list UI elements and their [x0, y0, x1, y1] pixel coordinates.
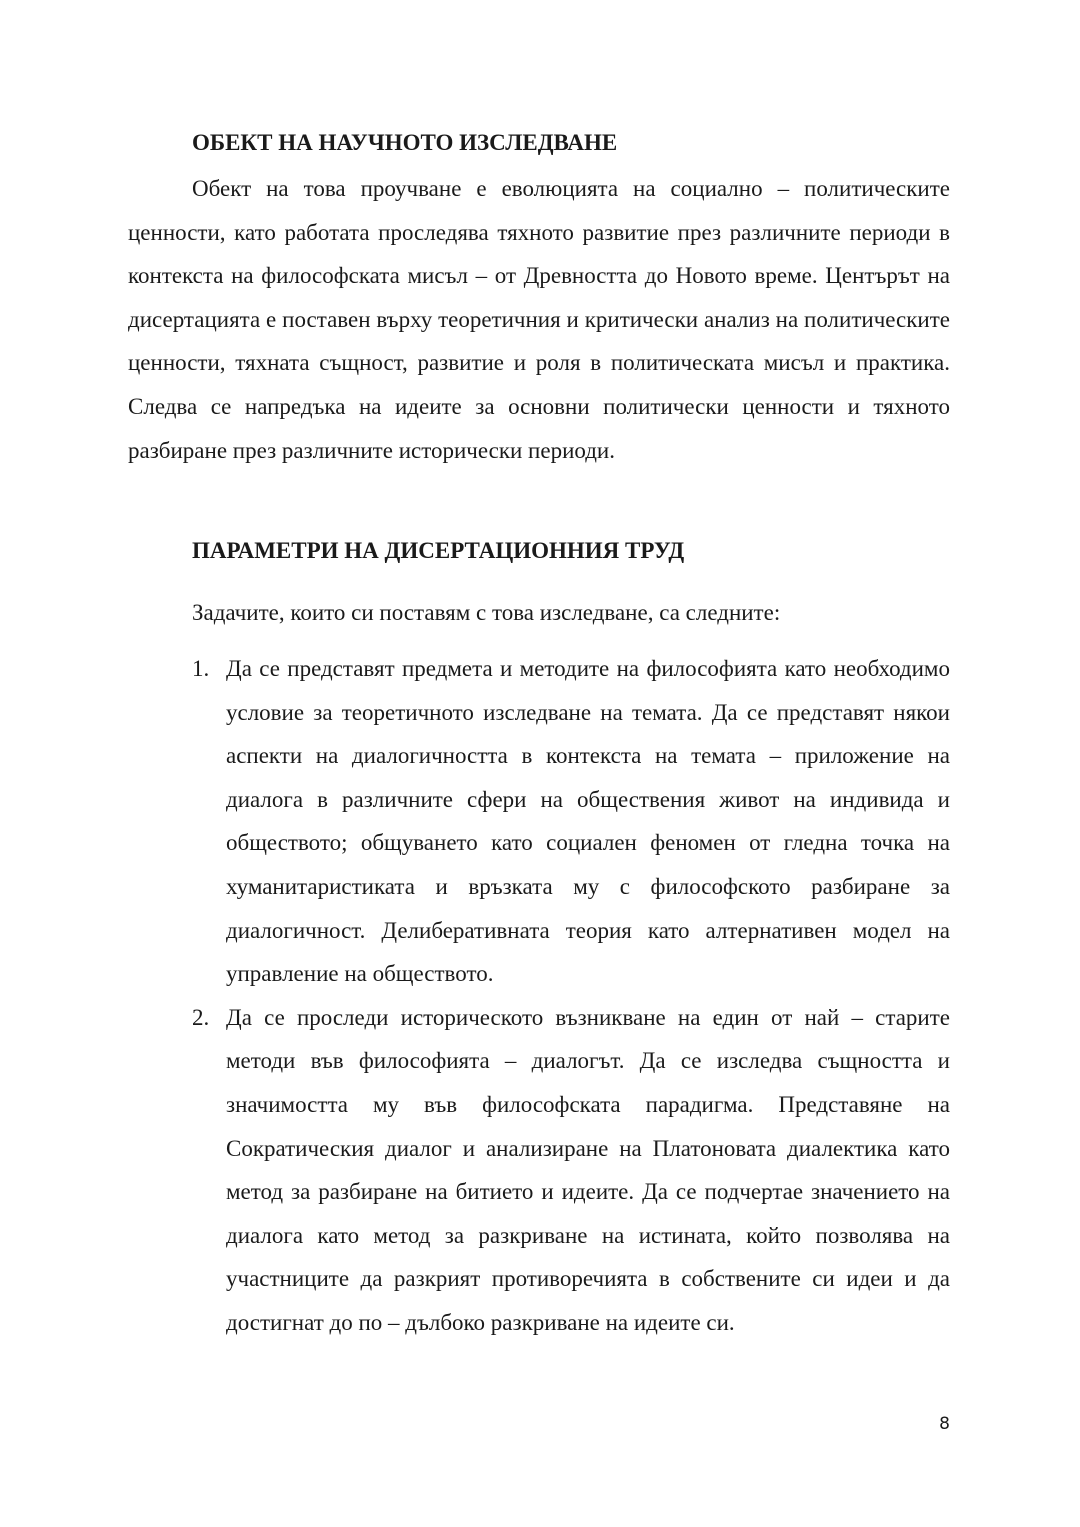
task-list: [192, 647, 950, 1345]
list-item: [192, 996, 950, 1345]
tasks-intro: Задачите, които си поставям с това изследване, са следните:: [192, 600, 781, 625]
section-heading-object: ОБЕКТ НА НАУЧНОТО ИЗСЛЕДВАНЕ: [192, 130, 618, 155]
object-paragraph: Обект на това проучване е еволюцията на социално – политическите ценности, като работата проследява тяхното развитие през различните периоди в контекста на философската мисъл – от Древността до Новото време. Центърът на дисертацията е поставен върху теоретичния и критически анализ на политическите ценности, тяхната същност, развитие и роля в политическата мисъл и практика. Следва се напредъка на идеите за основни политически ценности и тяхното разбиране през различните исторически периоди.: [128, 176, 950, 463]
page-number: 8: [939, 1414, 950, 1434]
list-item-number: 1.: [192, 656, 210, 681]
list-item-text: Да се проследи историческото възникване на един от най – старите методи във философията – диалогът. Да се изследва същността и значимостта му във философската парадигма. Представяне на Сократическия диалог и анализиране на Платоновата диалектика като метод за разбиране на битието и идеите. Да се подчертае значението на диалога като метод за разкриване на истината, който позволява на участниците да разкрият противоречията в собствените си идеи и да достигнат до по – дълбоко разкриване на идеите си.: [226, 1004, 950, 1335]
list-item: [192, 647, 950, 996]
list-item-text: Да се представят предмета и методите на философията като необходимо условие за теоретичното изследване на темата. Да се представят някои аспекти на диалогичността в контекста на темата – приложение на диалога в различните сфери на обществения живот на индивида и обществото; общуването като социален феномен от гледна точка на хуманитаристиката и връзката му с философското разбиране за диалогичност. Делиберативната теория като алтернативен модел на управление на обществото.: [226, 656, 950, 987]
list-item-number: 2.: [192, 1004, 210, 1030]
section-heading-parameters: ПАРАМЕТРИ НА ДИСЕРТАЦИОННИЯ ТРУД: [192, 538, 685, 563]
